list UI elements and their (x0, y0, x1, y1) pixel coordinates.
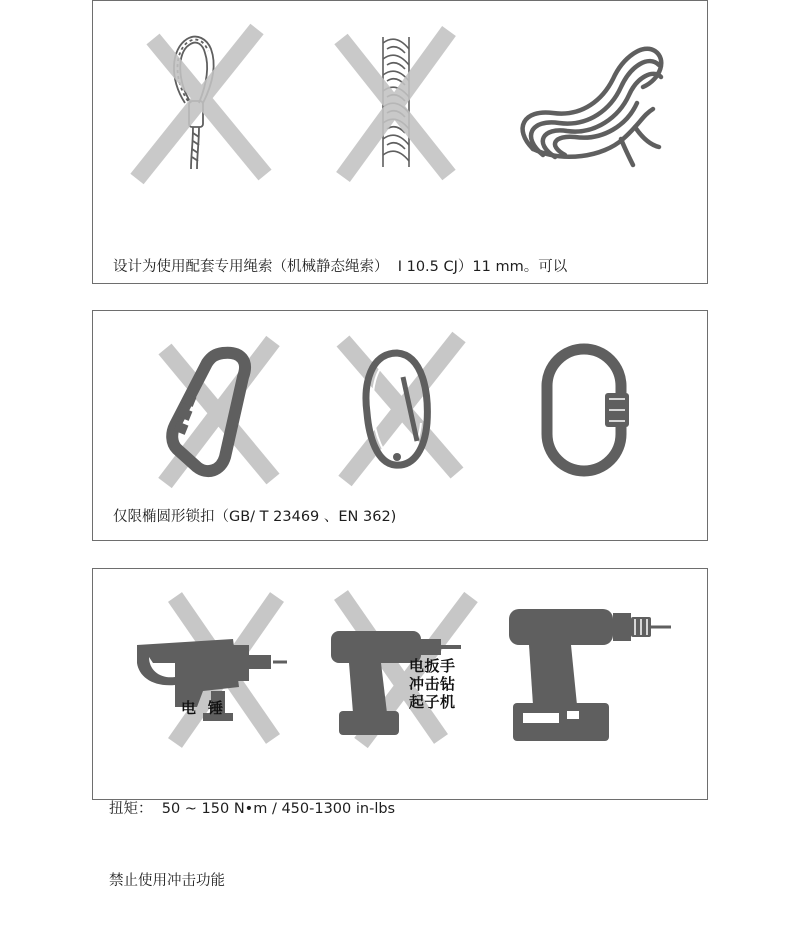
rope-panel (92, 0, 708, 284)
oval-carabiner-icon (523, 337, 643, 487)
hammer-drill-label: 电 锤 (181, 699, 224, 717)
twisted-rope-icon (331, 19, 461, 179)
hammer-drill-icon (123, 587, 283, 747)
snap-hook-icon (333, 333, 463, 483)
tool-panel (92, 568, 708, 889)
torque-line: 扭矩： 50 ~ 150 N•m / 450-1300 in-lbs (109, 801, 396, 817)
wire-rope-loop-icon (145, 19, 265, 179)
d-carabiner-icon (153, 333, 283, 483)
carabiner-panel (92, 310, 708, 541)
cordless-drill-icon (499, 601, 669, 751)
impact-tools-label: 电扳手 冲击钻 起子机 (409, 657, 456, 711)
rope-caption-line: 设计为使用配套专用绳索（机械静态绳索） I 10.5 CJ）11 mm。可以 (113, 259, 568, 275)
impact-driver-icon (321, 587, 481, 747)
carabiner-caption: 仅限椭圆形锁扣（GB/ T 23469 、EN 362) (113, 509, 397, 525)
tool-caption (109, 749, 395, 941)
coiled-rope-icon (503, 29, 673, 179)
no-impact-line: 禁止使用冲击功能 (109, 873, 225, 889)
